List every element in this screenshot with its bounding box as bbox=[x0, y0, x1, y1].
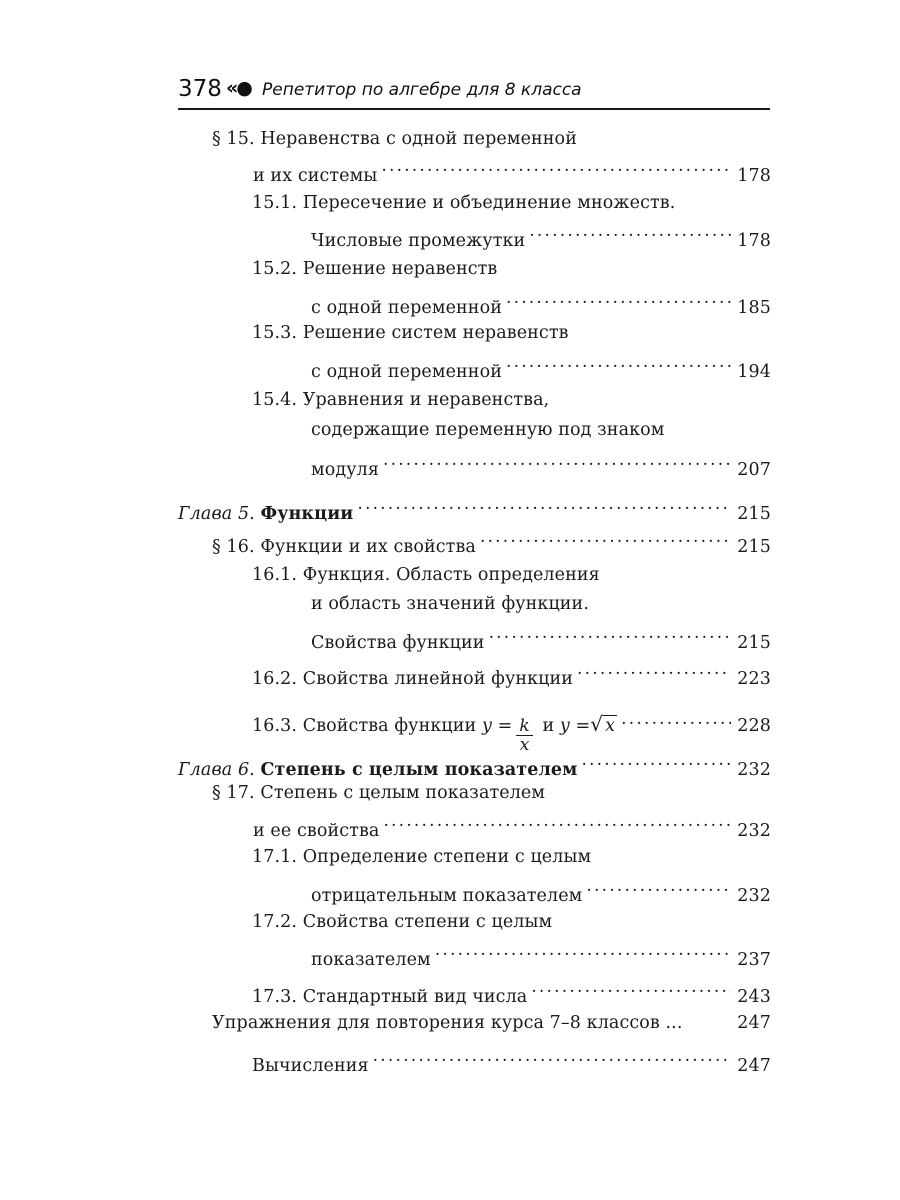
toc-entry-s15-line1 bbox=[212, 124, 577, 154]
toc-entry-exercises bbox=[212, 1008, 771, 1038]
dot-leader bbox=[381, 151, 731, 181]
toc-entry-number: § 17. bbox=[212, 783, 255, 803]
toc-entry-number: 16.2. bbox=[252, 669, 298, 689]
toc-entry-17-3 bbox=[252, 972, 771, 1007]
dot-leader bbox=[506, 283, 731, 313]
toc-entry-number: 17.3. bbox=[252, 987, 298, 1007]
toc-entry-title: Свойства линейной функции bbox=[302, 669, 574, 689]
toc-entry-title: и ее свойства bbox=[253, 821, 380, 841]
toc-entry-number: 17.2. bbox=[252, 912, 298, 932]
dot-leader bbox=[435, 935, 731, 965]
toc-entry-16-1-line2 bbox=[311, 589, 589, 619]
toc-page-number: 228 bbox=[737, 716, 771, 736]
toc-entry-title: Свойства функции bbox=[311, 633, 485, 653]
toc-entry-title: отрицательным показателем bbox=[311, 886, 583, 906]
toc-entry-title: Функция. Область определения bbox=[302, 565, 600, 585]
toc-entry-15-4-line1 bbox=[252, 385, 549, 415]
toc-entry-title: Решение неравенств bbox=[302, 259, 498, 279]
conjunction: и bbox=[542, 716, 555, 736]
toc-entry-15-3-line1 bbox=[252, 318, 569, 348]
formula-hyperbola-lhs: y = bbox=[481, 716, 513, 736]
book-title: Репетитор по алгебре для 8 класса bbox=[262, 80, 582, 100]
formula-sqrt-lhs: y = bbox=[559, 716, 591, 736]
toc-entry-s15-line2 bbox=[253, 151, 771, 186]
toc-page-number: 237 bbox=[737, 950, 771, 970]
toc-entry-number: 15.3. bbox=[252, 323, 298, 343]
toc-entry-title: содержащие переменную под знаком bbox=[311, 420, 665, 440]
toc-entry-17-2-line1 bbox=[252, 907, 552, 937]
header-ornament: «● bbox=[226, 77, 251, 99]
toc-entry-15-1-line2 bbox=[311, 216, 771, 251]
toc-page-number: 215 bbox=[737, 504, 771, 524]
toc-entry-title: показателем bbox=[311, 950, 431, 970]
toc-entry-number: 15.4. bbox=[252, 390, 298, 410]
toc-entry-number: 15.1. bbox=[252, 193, 298, 213]
toc-entry-s17-line2 bbox=[253, 806, 771, 841]
toc-entry-s17-line1 bbox=[212, 778, 545, 808]
toc-page-number: 223 bbox=[737, 669, 771, 689]
toc-entry-title: Вычисления bbox=[252, 1056, 369, 1076]
toc-entry-title: Функции и их свойства bbox=[260, 537, 476, 557]
dot-leader bbox=[383, 806, 731, 836]
toc-entry-title: Уравнения и неравенства, bbox=[302, 390, 550, 410]
toc-entry-title: Стандартный вид числа bbox=[302, 987, 528, 1007]
dot-leader bbox=[529, 216, 731, 246]
chapter-title: Функции bbox=[260, 504, 354, 524]
toc-entry-15-2-line2 bbox=[311, 283, 771, 318]
dot-leader bbox=[357, 489, 731, 519]
dot-leader bbox=[621, 701, 731, 731]
toc-page-number: 215 bbox=[737, 633, 771, 653]
toc-entry-title: Свойства степени с целым bbox=[302, 912, 553, 932]
dot-leader bbox=[586, 871, 731, 901]
toc-page-number: 215 bbox=[737, 537, 771, 557]
toc-page-number: 194 bbox=[737, 362, 771, 382]
radicand: x bbox=[605, 716, 616, 736]
toc-entry-16-2 bbox=[252, 654, 771, 689]
toc-entry-title: Пересечение и объединение множеств. bbox=[302, 193, 676, 213]
formula-sqrt bbox=[590, 706, 617, 744]
toc-page-number: 247 bbox=[737, 1056, 771, 1076]
toc-entry-17-1-line2 bbox=[311, 871, 771, 906]
toc-entry-number: 17.1. bbox=[252, 847, 298, 867]
toc-entry-title: и их системы bbox=[253, 166, 378, 186]
dot-leader bbox=[506, 347, 731, 377]
page-number: 378 bbox=[178, 76, 222, 102]
toc-entry-title: Упражнения для повторения курса 7–8 классов ... bbox=[212, 1013, 683, 1033]
dot-leader bbox=[480, 522, 731, 552]
fraction-numerator: k bbox=[516, 717, 532, 736]
toc-entry-title: Свойства функции bbox=[302, 716, 477, 736]
toc-entry-title: Неравенства с одной переменной bbox=[260, 129, 577, 149]
toc-entry-16-3 bbox=[252, 701, 771, 755]
toc-entry-15-4-line3 bbox=[311, 445, 771, 480]
toc-page-number: 232 bbox=[737, 821, 771, 841]
toc-entry-17-2-line2 bbox=[311, 935, 771, 970]
toc-entry-17-1-line1 bbox=[252, 842, 591, 872]
toc-entry-title: Решение систем неравенств bbox=[302, 323, 569, 343]
chapter-title: Степень с целым показателем bbox=[260, 760, 578, 780]
toc-entry-title: с одной переменной bbox=[311, 298, 502, 318]
toc-page-number: 247 bbox=[737, 1013, 771, 1033]
toc-page-number: 178 bbox=[737, 231, 771, 251]
radical-sign-icon: √ bbox=[590, 712, 604, 736]
toc-entry-15-3-line2 bbox=[311, 347, 771, 382]
toc-page-number: 232 bbox=[737, 886, 771, 906]
dot-leader bbox=[373, 1041, 731, 1071]
dot-leader bbox=[577, 654, 731, 684]
toc-entry-calculations bbox=[252, 1041, 771, 1076]
toc-entry-15-1-line1 bbox=[252, 188, 675, 218]
dot-leader bbox=[489, 618, 731, 648]
toc-page-number: 232 bbox=[737, 760, 771, 780]
toc-entry-number: § 16. bbox=[212, 537, 255, 557]
toc-entry-16-1-line3 bbox=[311, 618, 771, 653]
toc-page-number: 243 bbox=[737, 987, 771, 1007]
fraction-denominator: x bbox=[519, 735, 530, 755]
toc-entry-s16 bbox=[212, 522, 771, 557]
toc-entry-15-2-line1 bbox=[252, 254, 497, 284]
toc-entry-title: и область значений функции. bbox=[311, 594, 589, 614]
toc-entry-title: Степень с целым показателем bbox=[260, 783, 546, 803]
toc-chapter-6 bbox=[178, 745, 771, 780]
toc-entry-title: Определение степени с целым bbox=[302, 847, 592, 867]
toc-entry-title: модуля bbox=[311, 460, 379, 480]
toc-entry-15-4-line2 bbox=[311, 415, 665, 445]
toc-page-number: 178 bbox=[737, 166, 771, 186]
running-header bbox=[178, 74, 770, 110]
dot-leader bbox=[581, 745, 731, 775]
toc-entry-number: 15.2. bbox=[252, 259, 298, 279]
toc-entry-number: § 15. bbox=[212, 129, 255, 149]
toc-entry-title: Числовые промежутки bbox=[311, 231, 526, 251]
toc-chapter-5 bbox=[178, 489, 771, 524]
toc-entry-number: 16.3. bbox=[252, 716, 298, 736]
toc-page-number: 185 bbox=[737, 298, 771, 318]
dot-leader bbox=[531, 972, 731, 1002]
toc-entry-title: с одной переменной bbox=[311, 362, 502, 382]
chapter-label: Глава 5. bbox=[178, 504, 255, 524]
toc-entry-number: 16.1. bbox=[252, 565, 298, 585]
chapter-label: Глава 6. bbox=[178, 760, 255, 780]
toc-entry-16-1-line1 bbox=[252, 560, 600, 590]
toc-page-number: 207 bbox=[737, 460, 771, 480]
dot-leader bbox=[383, 445, 731, 475]
